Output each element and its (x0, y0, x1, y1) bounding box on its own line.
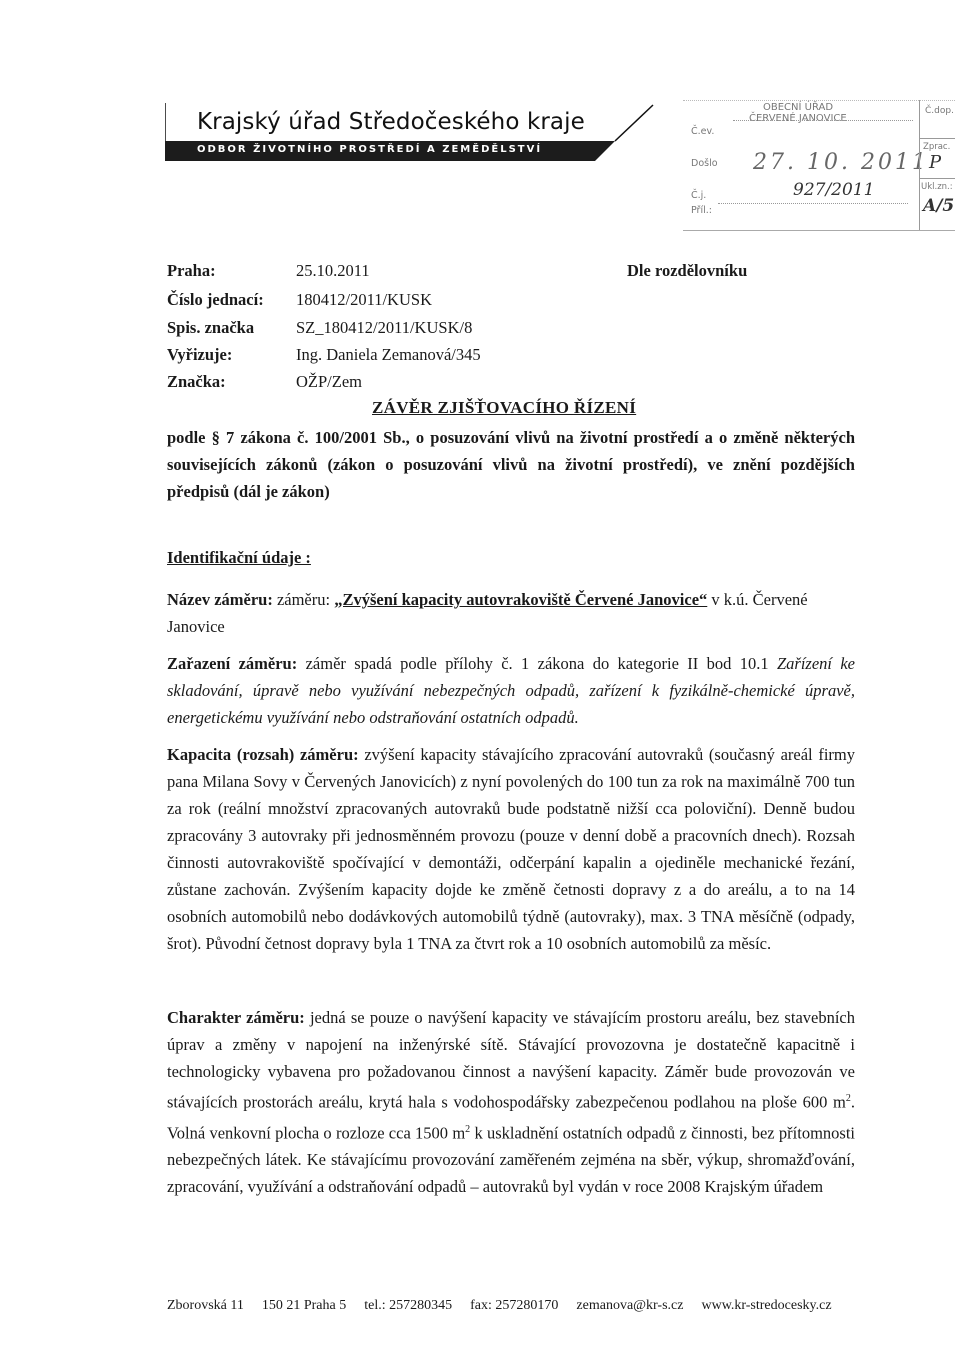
ident-heading: Identifikační údaje : (167, 548, 311, 567)
footer (167, 1298, 857, 1314)
nazev-post: v k.ú. Červené Janovice (167, 590, 808, 636)
kapacita-label: Kapacita (rozsah) záměru: (167, 745, 359, 764)
praha-label: Praha: (167, 261, 216, 280)
stamp-ukl-label: Ukl.zn.: (921, 182, 953, 192)
nazev-pre: záměru: (276, 590, 331, 609)
organization-title: Krajský úřad Středočeského kraje (197, 109, 585, 135)
charakter-sup-2: 2 (465, 1123, 471, 1135)
zarazeni-italic: Zařízení ke skladování, úpravě nebo využívání nebezpečných odpadů, zařízení k fyzikálně-chemické úpravě, energetickému využívání nebo odstraňování ostatních odpadů. (167, 654, 855, 727)
incoming-stamp (683, 100, 955, 230)
footer-address: Zborovská 11 (167, 1298, 244, 1313)
footer-city: 150 21 Praha 5 (261, 1298, 347, 1313)
footer-tel: tel.: 257280345 (364, 1298, 453, 1313)
footer-web: www.kr-stredocesky.cz (701, 1298, 832, 1313)
vyrizuje-label: Vyřizuje: (167, 345, 233, 364)
zarazeni-text: záměr spadá podle přílohy č. 1 zákona do kategorie II bod 10.1 (305, 654, 769, 673)
charakter-text-3: k uskladnění ostatních odpadů z činnosti, bez přítomnosti nebezpečných látek. Ke stávajícímu provozování zaměřeném zejména na sběr, výkup, shromažďování, zpracování, využívání a odstraňování odpadů – autovraků byl vydán v roce 2008 Krajským úřadem (167, 1123, 855, 1196)
department-subtitle: ODBOR ŽIVOTNÍHO PROSTŘEDÍ A ZEMĚDĚLSTVÍ (197, 144, 543, 155)
footer-email: zemanova@kr-s.cz (576, 1298, 684, 1313)
recipient: Dle rozdělovníku (627, 261, 748, 280)
document-title: ZÁVĚR ZJIŠŤOVACÍHO ŘÍZENÍ (372, 398, 637, 417)
stamp-office-line1: OBECNÍ ÚŘAD (763, 102, 834, 113)
znacka-label: Značka: (167, 372, 226, 391)
stamp-cdop-label: Č.dop. (925, 106, 954, 116)
stamp-doslo-label: Došlo (691, 158, 718, 169)
kapacita-text: zvýšení kapacity stávajícího zpracování autovraků (současný areál firmy pana Milana Sovy v Červených Janovicích) z nyní povolených do 100 tun za rok na maximálně 700 tun za rok (reální množství zpracovaných autovraků bude podstatně nižší cca poloviční). Denně budou zpracovány 3 autovraky při jednosměnném provozu (pouze v denní době a pracovních dnech). Rozsah činnosti autovrakoviště spočívající v demontáži, odčerpání kapalin a ojediněle mechanické řezání, zůstane zachován. Zvýšením kapacity dojde ke změně četnosti dopravy z a do areálu, a to na 14 osobních automobilů nebo dodávkových automobilů týdně (autovraky), max. 3 TNA měsíčně (odpady, šrot). Původní četnost dopravy byla 1 TNA za čtvrt rok a 10 osobních automobilů za měsíc. (167, 745, 855, 953)
zarazeni-paragraph (167, 650, 855, 731)
charakter-text-1: jedná se pouze o navýšení kapacity ve stávajícím prostoru areálu, bez stavebních úprav a změny v napojení na inženýrské sítě. Stávající provozovna je dostatečně kapacitně i technologicky vybavena pro požadovanou činnost a navýšení kapacity. Záměr bude provozován ve stávajících prostorách areálu, krytá hala s vodohospodářsky zabezpečenou podlahou na ploše 600 m (167, 1008, 855, 1112)
stamp-pril-label: Příl.: (691, 205, 712, 216)
header-banner (165, 103, 655, 161)
intro-paragraph: podle § 7 zákona č. 100/2001 Sb., o posuzování vlivů na životní prostředí a o změně některých souvisejících zákonů (zákon o posuzování vlivů na životní prostředí), ve znění pozdějších předpisů (dál je zákon) (167, 428, 855, 501)
charakter-paragraph (167, 1004, 855, 1200)
stamp-zprac-label: Zprac. (923, 142, 951, 152)
stamp-ukl-value: A/5 (923, 196, 955, 216)
praha-value: 25.10.2011 (296, 261, 370, 280)
spis-value: SZ_180412/2011/KUSK/8 (296, 318, 473, 337)
cislo-value: 180412/2011/KUSK (296, 290, 432, 309)
nazev-label: Název záměru: (167, 590, 273, 609)
spis-label: Spis. značka (167, 318, 255, 337)
stamp-office-line2: ČERVENÉ JANOVICE (749, 113, 847, 124)
charakter-text-2: . Volná venkovní plocha o rozloze cca 1500 m (167, 1092, 855, 1142)
stamp-zprac-value: P (929, 152, 942, 173)
vyrizuje-value: Ing. Daniela Zemanová/345 (296, 345, 481, 364)
stamp-cj-value: 927/2011 (793, 180, 875, 200)
footer-fax: fax: 257280170 (470, 1298, 559, 1313)
zarazeni-label: Zařazení záměru: (167, 654, 298, 673)
stamp-cev-label: Č.ev. (691, 126, 715, 137)
znacka-value: OŽP/Zem (296, 372, 362, 391)
nazev-paragraph (167, 586, 855, 640)
cislo-label: Číslo jednací: (167, 290, 264, 309)
charakter-label: Charakter záměru: (167, 1008, 305, 1027)
stamp-cj-label: Č.j. (691, 190, 707, 201)
nazev-name: „Zvýšení kapacity autovrakoviště Červené Janovice“ (334, 590, 708, 609)
kapacita-paragraph (167, 741, 855, 957)
stamp-doslo-date: 27. 10. 2011 (753, 150, 929, 175)
charakter-sup-1: 2 (845, 1093, 851, 1104)
